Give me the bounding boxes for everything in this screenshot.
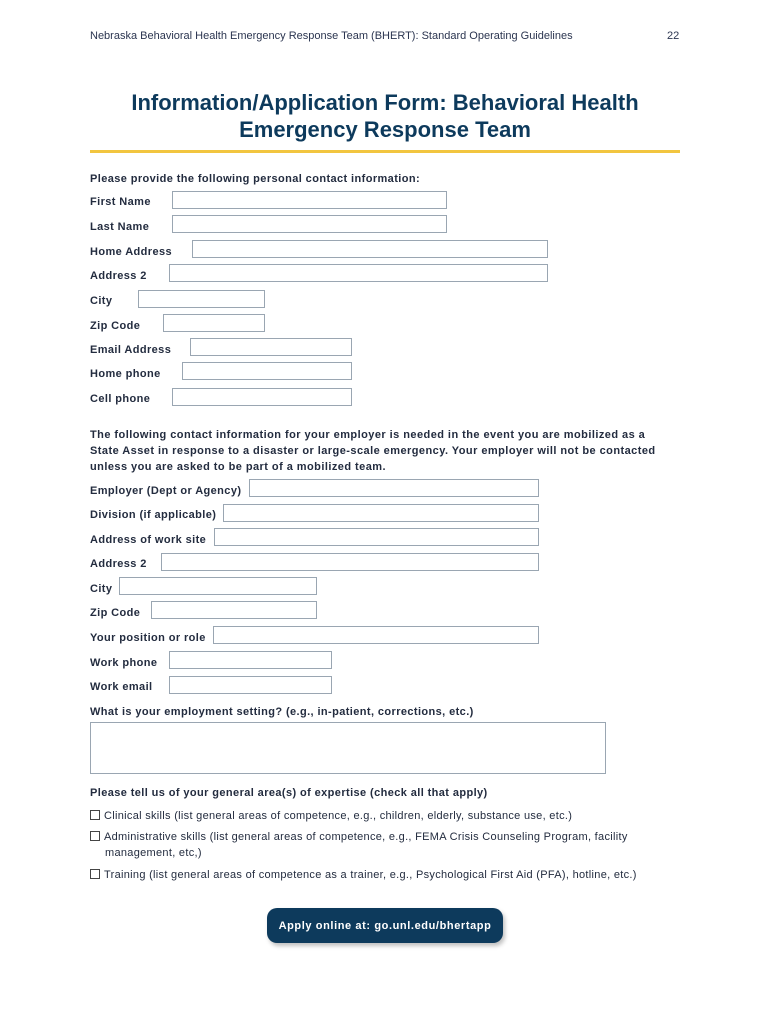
clinical-checkbox[interactable] <box>90 810 100 820</box>
setting-question: What is your employment setting? (e.g., in-patient, corrections, etc.) <box>90 706 474 718</box>
work-city-label: City <box>90 583 113 595</box>
setting-textarea[interactable] <box>90 722 606 774</box>
training-option <box>90 867 680 883</box>
employer-intro <box>90 427 680 475</box>
city-input[interactable] <box>138 290 265 308</box>
work-address2-input[interactable] <box>161 553 539 571</box>
title-divider <box>90 150 680 153</box>
admin-option <box>90 829 680 861</box>
zip-label: Zip Code <box>90 320 141 332</box>
work-phone-input[interactable] <box>169 651 332 669</box>
apply-online-button[interactable]: Apply online at: go.unl.edu/bhertapp <box>267 908 503 943</box>
clinical-label: Clinical skills (list general areas of competence, e.g., children, elderly, substance use, etc.) <box>104 810 573 822</box>
division-label: Division (if applicable) <box>90 509 217 521</box>
training-checkbox[interactable] <box>90 869 100 879</box>
work-address-input[interactable] <box>214 528 539 546</box>
employer-label: Employer (Dept or Agency) <box>90 485 242 497</box>
employer-intro-line3: unless you are asked to be part of a mobilized team. <box>90 461 387 473</box>
work-email-label: Work email <box>90 681 153 693</box>
admin-label-line1: Administrative skills (list general areas of competence, e.g., FEMA Crisis Counseling Program, facility <box>104 831 628 843</box>
cell-phone-input[interactable] <box>172 388 352 406</box>
position-input[interactable] <box>213 626 539 644</box>
home-address-input[interactable] <box>192 240 548 258</box>
admin-checkbox[interactable] <box>90 831 100 841</box>
work-email-input[interactable] <box>169 676 332 694</box>
clinical-option <box>90 808 680 824</box>
training-label: Training (list general areas of competence as a trainer, e.g., Psychological First Aid (PFA), hotline, etc.) <box>104 869 637 881</box>
work-address-label: Address of work site <box>90 534 207 546</box>
city-label: City <box>90 295 113 307</box>
email-input[interactable] <box>190 338 352 356</box>
cell-phone-label: Cell phone <box>90 393 151 405</box>
work-address2-label: Address 2 <box>90 558 147 570</box>
address2-input[interactable] <box>169 264 548 282</box>
last-name-input[interactable] <box>172 215 447 233</box>
work-zip-input[interactable] <box>151 601 317 619</box>
last-name-label: Last Name <box>90 221 150 233</box>
work-city-input[interactable] <box>119 577 317 595</box>
address2-label: Address 2 <box>90 270 147 282</box>
form-title-line1: Information/Application Form: Behavioral Health <box>131 90 639 115</box>
work-phone-label: Work phone <box>90 657 158 669</box>
first-name-input[interactable] <box>172 191 447 209</box>
employer-input[interactable] <box>249 479 539 497</box>
page-number: 22 <box>667 30 680 42</box>
home-address-label: Home Address <box>90 246 173 258</box>
zip-input[interactable] <box>163 314 265 332</box>
email-label: Email Address <box>90 344 172 356</box>
first-name-label: First Name <box>90 196 151 208</box>
employer-intro-line1: The following contact information for your employer is needed in the event you are mobilized as a <box>90 429 646 441</box>
admin-label-line2: management, etc,) <box>105 847 202 859</box>
division-input[interactable] <box>223 504 539 522</box>
personal-intro: Please provide the following personal contact information: <box>90 173 421 185</box>
home-phone-input[interactable] <box>182 362 352 380</box>
form-title-line2: Emergency Response Team <box>239 117 531 142</box>
work-zip-label: Zip Code <box>90 607 141 619</box>
position-label: Your position or role <box>90 632 206 644</box>
home-phone-label: Home phone <box>90 368 161 380</box>
expertise-intro: Please tell us of your general area(s) of expertise (check all that apply) <box>90 787 488 799</box>
form-title <box>90 89 680 143</box>
employer-intro-line2: State Asset in response to a disaster or large-scale emergency. Your employer will not be contacted <box>90 445 656 457</box>
header-title: Nebraska Behavioral Health Emergency Response Team (BHERT): Standard Operating Guidelines <box>90 30 573 42</box>
